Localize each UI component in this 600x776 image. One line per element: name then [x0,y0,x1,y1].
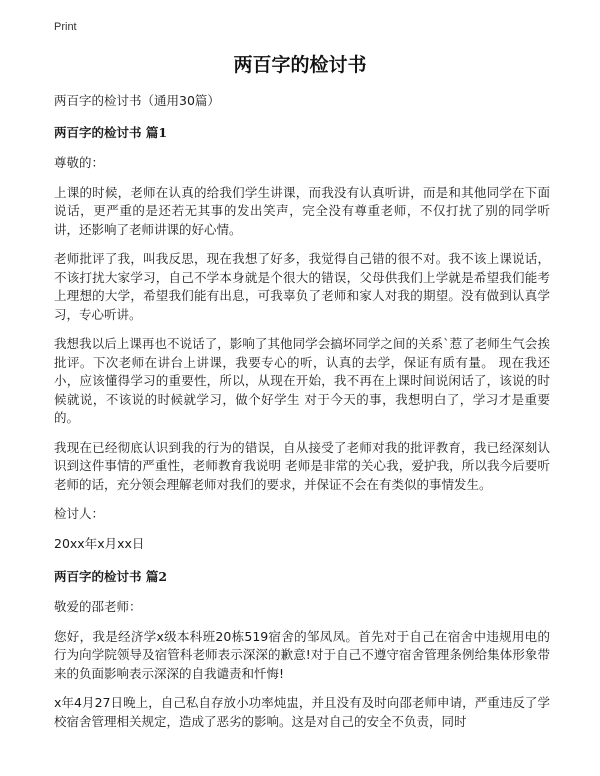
document-body [54,92,550,742]
paragraph: 老师批评了我，叫我反思，现在我想了好多，我觉得自己错的很不对。我不该上课说话，不该打扰大家学习，自己不学本身就是个很大的错误，父母供我们上学就是希望我们能考上理想的大学，希望我们能有出息，可我辜负了老师和家人对我的期望。没有做到认真学习，专心听讲。 [54,251,550,322]
paragraph: 您好，我是经济学x级本科班20栋519宿舍的邹凤凤。首先对于自己在宿舍中违规用电的行为向学院领导及宿管科老师表示深深的歉意!对于自己不遵守宿舍管理条例给集体形象带来的负面影响表示深深的自我谴责和忏悔! [54,628,550,681]
salutation: 敬爱的邵老师： [54,599,142,614]
paragraph: x年4月27日晚上，自己私自存放小功率炖盅，并且没有及时向邵老师申请，严重违反了学校宿舍管理相关规定，造成了恶劣的影响。这是对自己的安全不负责，同时 [54,695,550,729]
document-subtitle: 两百字的检讨书（通用30篇） [54,93,220,108]
salutation: 尊敬的： [54,155,105,170]
paragraph: 上课的时候，老师在认真的给我们学生讲课，而我没有认真听讲，而是和其他同学在下面说话，更严重的是还若无其事的发出笑声，完全没有尊重老师，不仅打扰了别的同学听讲，还影响了老师讲课的好心情。 [54,184,550,237]
section-heading-2: 两百字的检讨书 篇2 [54,569,168,584]
page-title: 两百字的检讨书 [233,54,367,76]
signer-label: 检讨人： [54,506,105,521]
print-label[interactable]: Print [54,21,77,33]
paragraph: 我现在已经彻底认识到我的行为的错误，自从接受了老师对我的批评教育，我已经深刻认识到这件事情的严重性，老师教育我说明 老师是非常的关心我，爱护我，所以我今后要听老师的话，充分领会理解老师对我们的要求，并保证不会在有类似的事情发生。 [54,439,550,492]
section-heading-1: 两百字的检讨书 篇1 [54,125,168,140]
paragraph: 我想我以后上课再也不说话了，影响了其他同学会搞坏同学之间的关系`惹了老师生气会挨批评。下次老师在讲台上讲课，我要专心的听，认真的去学，保证有质有量。 现在我还小，应该懂得学习的重要性，所以，从现在开始，我不再在上课时间说闲话了，该说的时候就说，不该说的时候就学习，做个好学生 对于今天的事，我想明白了，学习才是重要的。 [54,336,550,425]
date: 20xx年x月xx日 [54,535,145,551]
